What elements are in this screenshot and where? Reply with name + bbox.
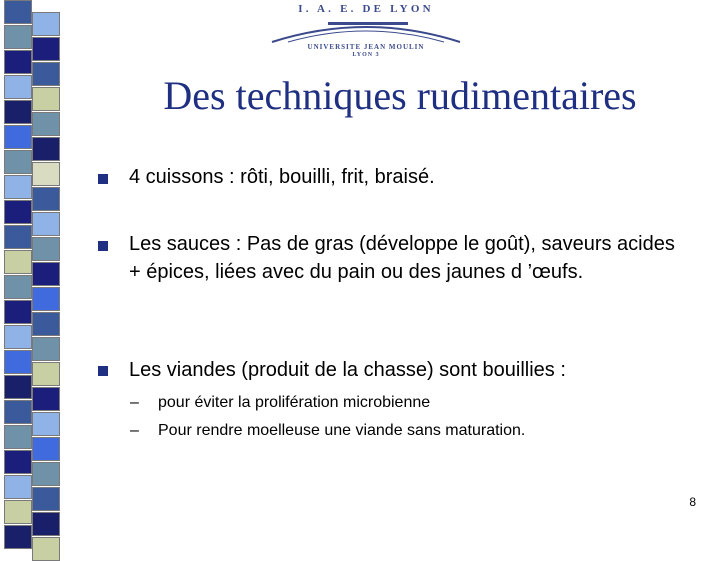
- stripe-square: [32, 387, 60, 411]
- logo-top-text: I. A. E. DE LYON: [298, 3, 434, 15]
- stripe-square: [32, 262, 60, 286]
- stripe-square: [4, 25, 32, 49]
- stripe-square: [4, 125, 32, 149]
- stripe-square: [32, 462, 60, 486]
- stripe-square: [32, 87, 60, 111]
- bullet-square: [98, 174, 108, 184]
- sub-bullet-text-microbienne: pour éviter la prolifération microbienne: [158, 394, 431, 411]
- stripe-square: [32, 12, 60, 36]
- stripe-square: [32, 162, 60, 186]
- iae-lyon-logo: [268, 0, 464, 66]
- decorative-color-stripe: [0, 0, 60, 540]
- sub-bullet-text-maturation: Pour rendre moelleuse une viande sans maturation.: [158, 422, 526, 439]
- stripe-square: [32, 337, 60, 361]
- stripe-square: [4, 300, 32, 324]
- stripe-square: [4, 75, 32, 99]
- stripe-square: [4, 225, 32, 249]
- bullet-text-cuissons: 4 cuissons : rôti, bouilli, frit, braisé.: [129, 166, 435, 188]
- stripe-square: [4, 275, 32, 299]
- bullet-square: [98, 241, 108, 251]
- bullet-square: [98, 366, 108, 376]
- stripe-square: [32, 362, 60, 386]
- stripe-square: [4, 175, 32, 199]
- sub-bullet-dash: –: [130, 394, 139, 411]
- slide-title: Des techniques rudimentaires: [163, 73, 637, 118]
- stripe-square: [4, 0, 32, 24]
- stripe-square: [32, 237, 60, 261]
- bullet-text-sauces: Les sauces : Pas de gras (développe le goût), saveurs acides + épices, liées avec du pain ou des jaunes d ’œufs.: [129, 233, 675, 283]
- stripe-square: [32, 537, 60, 561]
- stripe-square: [4, 425, 32, 449]
- stripe-square: [32, 212, 60, 236]
- stripe-square: [4, 150, 32, 174]
- stripe-square: [4, 100, 32, 124]
- sub-bullet-dash: –: [130, 422, 139, 439]
- stripe-square: [4, 400, 32, 424]
- stripe-square: [4, 375, 32, 399]
- stripe-square: [32, 312, 60, 336]
- stripe-square: [4, 475, 32, 499]
- stripe-square: [4, 350, 32, 374]
- stripe-square: [4, 525, 32, 549]
- stripe-square: [4, 500, 32, 524]
- stripe-square: [4, 450, 32, 474]
- page-number: 8: [689, 495, 696, 509]
- stripe-square: [32, 512, 60, 536]
- logo-arc-icon: [268, 14, 464, 46]
- stripe-square: [32, 487, 60, 511]
- stripe-square: [4, 200, 32, 224]
- bullet-text-viandes: Les viandes (produit de la chasse) sont bouillies :: [129, 359, 566, 381]
- stripe-square: [32, 437, 60, 461]
- stripe-square: [4, 250, 32, 274]
- stripe-square: [32, 287, 60, 311]
- stripe-square: [4, 50, 32, 74]
- logo-city-text: LYON 3: [352, 52, 380, 58]
- stripe-square: [32, 137, 60, 161]
- stripe-square: [32, 62, 60, 86]
- stripe-square: [32, 112, 60, 136]
- stripe-square: [4, 325, 32, 349]
- logo-university-text: UNIVERSITE JEAN MOULIN: [307, 43, 425, 51]
- stripe-square: [32, 37, 60, 61]
- stripe-square: [32, 187, 60, 211]
- stripe-square: [32, 412, 60, 436]
